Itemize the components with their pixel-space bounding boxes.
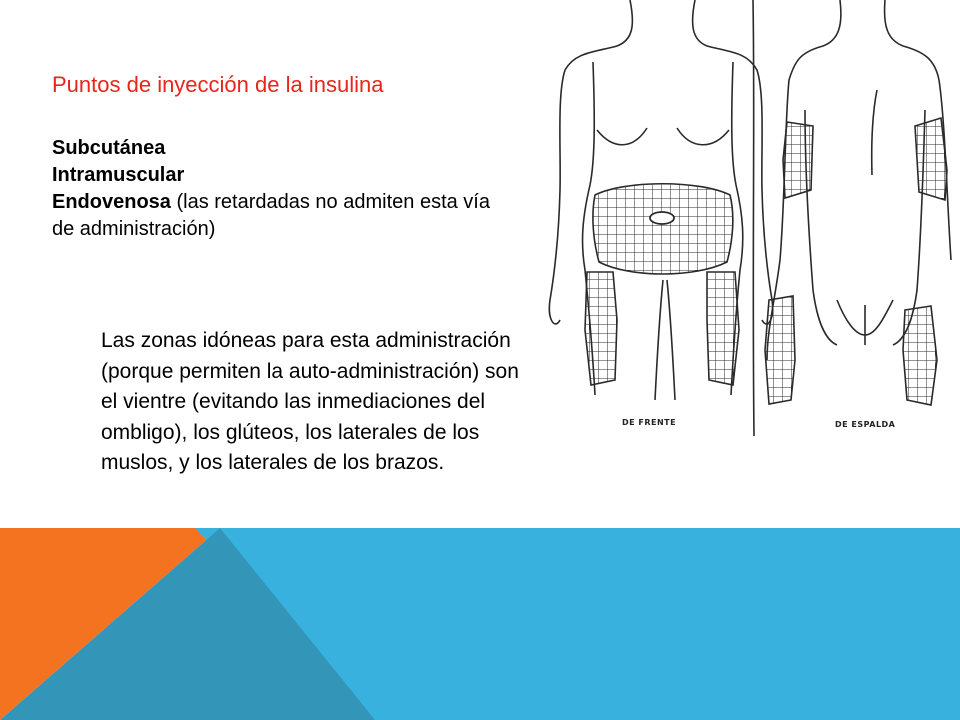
abdomen-injection-zone (593, 184, 733, 274)
left-arm-injection-zone (783, 122, 813, 198)
slide-title: Puntos de inyección de la insulina (52, 72, 384, 97)
left-thigh-injection-zone (585, 272, 617, 385)
back-view-label: DE ESPALDA (835, 420, 896, 429)
route-subcutanea: Subcutánea (52, 137, 166, 159)
route-endovenosa: Endovenosa (las retardadas no admiten esta vía de administración) (52, 191, 490, 240)
administration-routes (52, 135, 492, 243)
right-buttock-thigh-injection-zone (903, 306, 937, 405)
back-body-illustration (755, 0, 960, 440)
right-thigh-injection-zone (707, 272, 739, 385)
navel-icon (650, 212, 674, 224)
right-arm-injection-zone (915, 118, 947, 200)
injection-zones-paragraph: Las zonas idóneas para esta administración (porque permiten la auto-administración) son el vientre (evitando las inmediaciones del ombligo), los glúteos, los laterales de los muslos, y los laterales de los brazos. (101, 329, 519, 474)
route-intramuscular: Intramuscular (52, 164, 185, 186)
front-view-label: DE FRENTE (622, 418, 677, 427)
left-buttock-thigh-injection-zone (765, 296, 795, 404)
